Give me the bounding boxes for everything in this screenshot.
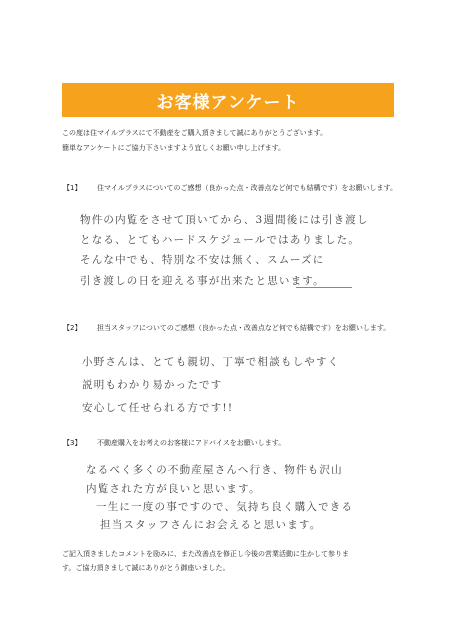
question-number: 【2】 xyxy=(63,324,82,332)
question-text: 担当スタッフについてのご感想（良かった点・改善点など何でも結構です）をお願いします。 xyxy=(97,324,391,332)
question-1 xyxy=(63,183,403,207)
handwritten-answer-line: なるべく多くの不動産屋さんへ行き、物件も沢山 xyxy=(86,464,343,476)
handwritten-answer-line: 物件の内覧をさせて頂いてから、3週間後には引き渡し xyxy=(80,214,369,226)
handwritten-answer-line: となる、とてもハードスケジュールではありました。 xyxy=(80,234,361,246)
handwritten-answer-line: 内覧された方が良いと思います。 xyxy=(86,483,261,495)
handwritten-answer-line: 説明もわかり易かったです xyxy=(82,379,223,391)
intro-line-1: この度は住マイルプラスにて不動産をご購入頂きまして誠にありがとうございます。 xyxy=(62,129,328,137)
page-title: お客様アンケート xyxy=(156,92,300,113)
handwriting-underline xyxy=(296,287,352,288)
question-number: 【3】 xyxy=(63,439,82,447)
closing-line-2: す。ご協力頂きまして誠にありがとう御座いました。 xyxy=(62,564,230,572)
handwritten-answer-line: 一生に一度の事ですので、気持ち良く購入できる xyxy=(96,501,354,513)
question-2 xyxy=(63,323,403,347)
handwritten-answer-line: 担当スタッフさんにお会えると思います。 xyxy=(100,519,322,531)
handwritten-answer-line: そんな中でも、特別な不安は無く、スムーズに xyxy=(80,254,325,266)
question-text: 住マイルプラスについてのご感想（良かった点・改善点など何でも結構です）をお願いします。 xyxy=(97,184,397,192)
handwritten-answer-line: 引き渡しの日を迎える事が出来たと思います。 xyxy=(80,275,325,287)
question-text: 不動産購入をお考えのお客様にアドバイスをお願いします。 xyxy=(97,439,286,447)
question-3 xyxy=(63,438,403,452)
handwritten-answer-line: 安心して任せられる方です!! xyxy=(82,402,234,414)
handwritten-answer-line: 小野さんは、とても親切、丁寧で相談もしやすく xyxy=(82,356,340,368)
closing-line-1: ご記入頂きましたコメントを励みに、また改善点を修正し今後の営業活動に生かして参りま xyxy=(62,550,349,558)
question-number: 【1】 xyxy=(63,184,82,192)
intro-line-2: 簡単なアンケートにご協力下さいますよう宜しくお願い申し上げます。 xyxy=(62,144,286,152)
header-banner xyxy=(62,83,394,117)
